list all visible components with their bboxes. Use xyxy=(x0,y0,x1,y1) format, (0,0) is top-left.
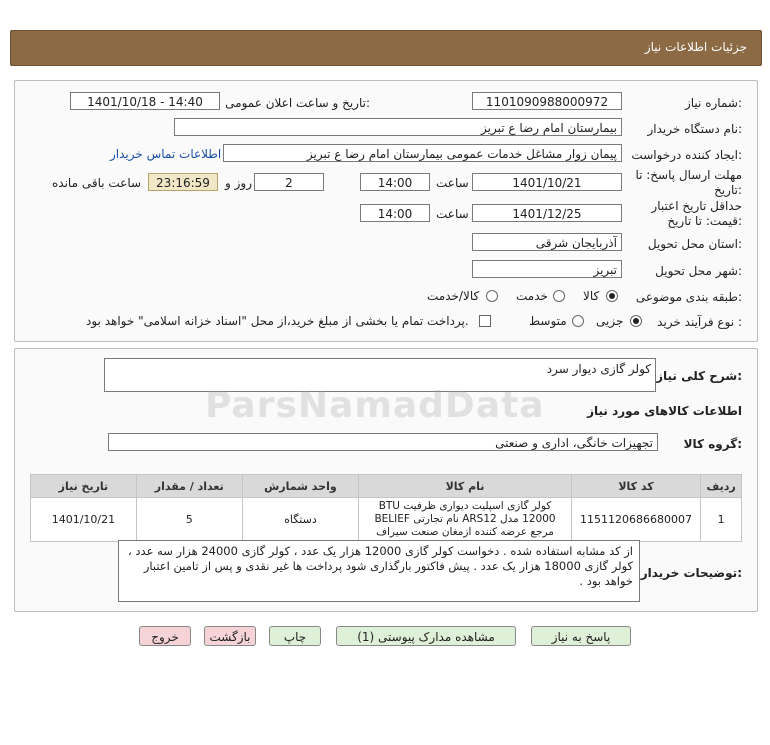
summary-label: شرح کلی نیاز: xyxy=(656,369,742,383)
announce-field: 1401/10/18 - 14:40 xyxy=(70,92,220,110)
goods-table xyxy=(30,474,742,542)
city-field: تبریز xyxy=(472,260,622,278)
goods-info-title: اطلاعات کالاهای مورد نیاز xyxy=(587,404,742,418)
deadline-date-field: 1401/10/21 xyxy=(472,173,622,191)
category-label: طبقه بندی موضوعی: xyxy=(635,290,742,304)
buyer-org-field: بیمارستان امام رضا ع تبریز xyxy=(174,118,622,136)
cell-unit: دستگاه xyxy=(242,498,359,542)
creator-field: پیمان زوار مشاغل خدمات عمومی بیمارستان امام رضا ع تبریز xyxy=(223,144,622,162)
cell-code: 1151120686680007 xyxy=(571,498,700,542)
deadline-time-label: ساعت xyxy=(436,176,469,190)
category-radio-service[interactable] xyxy=(553,290,565,302)
days-field: 2 xyxy=(254,173,324,191)
validity-label: حداقل تاریخ اعتبار قیمت: تا تاریخ: xyxy=(651,199,742,228)
contact-buyer-link[interactable]: اطلاعات تماس خریدار xyxy=(110,147,222,161)
attachments-button[interactable]: مشاهده مدارک پیوستی (1) xyxy=(336,626,516,646)
remaining-time-field: 23:16:59 xyxy=(148,173,218,191)
col-header-unit: واحد شمارش xyxy=(242,475,359,498)
need-number-field: 1101090988000972 xyxy=(472,92,622,110)
buyer-notes-label: توضیحات خریدار: xyxy=(640,566,742,580)
page-header xyxy=(10,30,762,66)
group-field: تجهیزات خانگی، اداری و صنعتی xyxy=(108,433,658,451)
announce-label: تاریخ و ساعت اعلان عمومی: xyxy=(225,96,370,110)
col-header-qty: تعداد / مقدار xyxy=(136,475,242,498)
cell-qty: 5 xyxy=(136,498,242,542)
process-option-medium: متوسط xyxy=(529,314,567,328)
province-label: استان محل تحویل: xyxy=(647,237,742,251)
cell-date: 1401/10/21 xyxy=(31,498,137,542)
summary-field: کولر گازی دیوار سرد xyxy=(104,358,656,392)
col-header-name: نام کالا xyxy=(359,475,572,498)
validity-time-label: ساعت xyxy=(436,207,469,221)
category-option-both: کالا/خدمت xyxy=(427,289,480,303)
treasury-note: پرداخت تمام یا بخشی از مبلغ خرید،از محل "اسناد خزانه اسلامی" خواهد بود. xyxy=(86,314,469,328)
process-label: نوع فرآیند خرید : xyxy=(657,315,742,329)
deadline-label: مهلت ارسال پاسخ: تا تاریخ: xyxy=(635,168,742,197)
reply-button[interactable]: پاسخ به نیاز xyxy=(531,626,631,646)
exit-button[interactable]: خروج xyxy=(139,626,191,646)
process-radio-medium[interactable] xyxy=(572,315,584,327)
province-field: آذربایجان شرقی xyxy=(472,233,622,251)
category-option-service: خدمت xyxy=(516,289,548,303)
category-radio-both[interactable] xyxy=(486,290,498,302)
table-header-row xyxy=(31,475,742,498)
col-header-date: تاریخ نیاز xyxy=(31,475,137,498)
buyer-notes-text: از کد مشابه استفاده شده . دخواست کولر گازی 12000 هزار یک عدد ، کولر گازی 24000 هزار سه عدد ، کولر گازی 18000 هزار یک عدد . پیش فاکتور بارگذاری شود پرداخت ها غیر نقدی و پس از تامین اعتبار خواهد بود . xyxy=(128,544,633,588)
buyer-notes-field xyxy=(118,540,640,602)
col-header-code: کد کالا xyxy=(571,475,700,498)
cell-name: کولر گازی اسپلیت دیواری ظرفیت BTU 12000 مدل ARS12 نام تجارتی BELIEF مرجع عرضه کننده ازمغان صنعت سیراف xyxy=(359,498,572,542)
validity-date-field: 1401/12/25 xyxy=(472,204,622,222)
back-button[interactable]: بازگشت xyxy=(204,626,256,646)
category-option-goods: کالا xyxy=(583,289,600,303)
print-button[interactable]: چاپ xyxy=(269,626,321,646)
treasury-checkbox[interactable] xyxy=(479,315,491,327)
city-label: شهر محل تحویل: xyxy=(655,264,742,278)
validity-time-field: 14:00 xyxy=(360,204,430,222)
watermark-logo: ParsNamadData xyxy=(205,385,545,426)
page-title: جزئیات اطلاعات نیاز xyxy=(644,40,747,54)
remaining-label: ساعت باقی مانده xyxy=(52,176,142,190)
process-radio-minor[interactable] xyxy=(630,315,642,327)
deadline-time-field: 14:00 xyxy=(360,173,430,191)
table-row xyxy=(31,498,742,542)
col-header-index: ردیف xyxy=(701,475,742,498)
cell-index: 1 xyxy=(701,498,742,542)
need-number-label: شماره نیاز: xyxy=(684,96,742,110)
category-radio-goods[interactable] xyxy=(606,290,618,302)
creator-label: ایجاد کننده درخواست: xyxy=(631,148,742,162)
buyer-org-label: نام دستگاه خریدار: xyxy=(647,122,742,136)
process-option-minor: جزیی xyxy=(596,314,624,328)
group-label: گروه کالا: xyxy=(683,437,742,451)
days-label: روز و xyxy=(225,176,252,190)
